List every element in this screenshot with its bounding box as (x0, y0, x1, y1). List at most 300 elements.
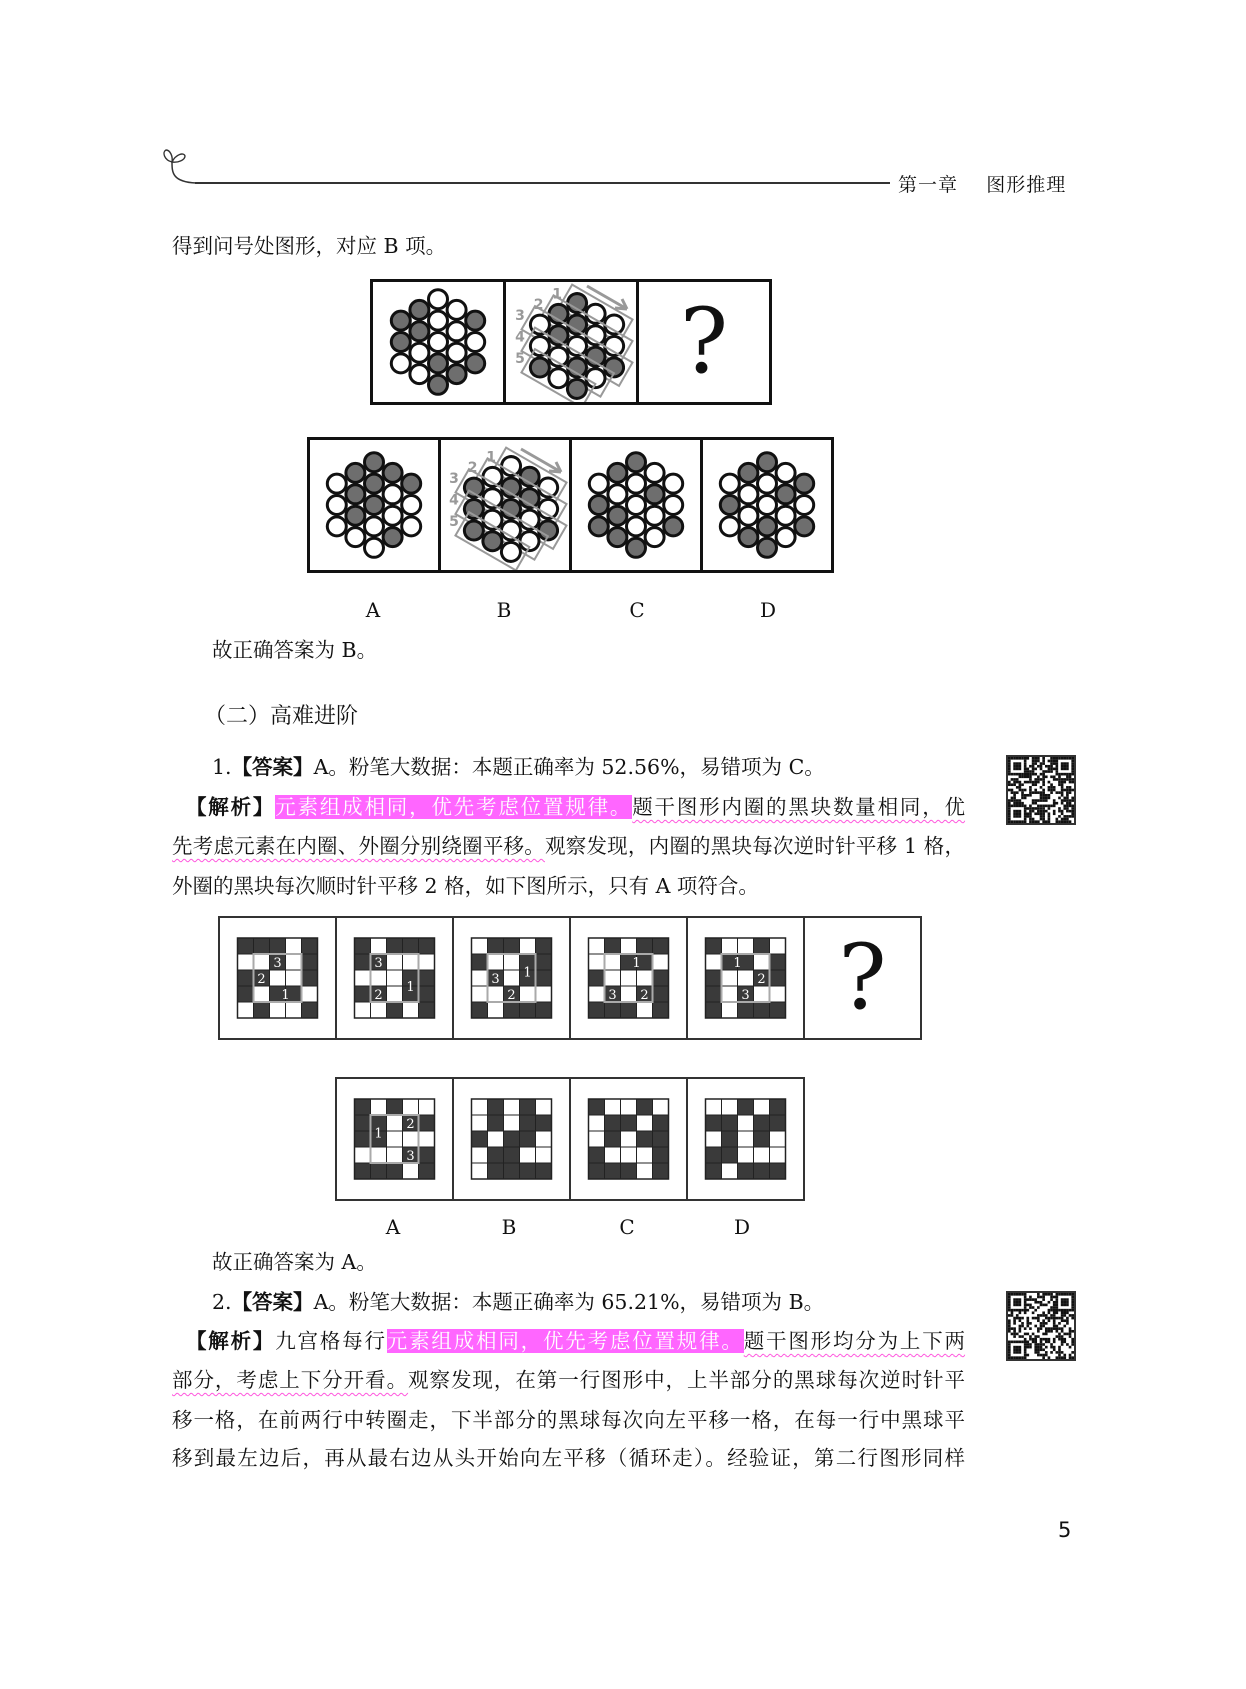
white-ball (739, 485, 758, 504)
cell-number-label: 1 (523, 965, 532, 981)
figure1-question-row (370, 279, 772, 405)
gray-ball (589, 496, 608, 515)
dark-cell (770, 1163, 786, 1179)
row-number-label: 2 (533, 297, 544, 314)
white-cell (472, 1163, 488, 1179)
gray-ball (346, 506, 365, 525)
cell-number-label: 3 (273, 956, 282, 971)
white-cell (403, 1163, 419, 1179)
dark-cell (472, 1131, 488, 1147)
white-cell (536, 1131, 552, 1147)
white-cell (355, 1147, 371, 1163)
white-ball (645, 506, 664, 525)
white-cell (488, 1131, 504, 1147)
white-cell (754, 1099, 770, 1115)
qr-code-icon[interactable] (1006, 1291, 1076, 1361)
dark-cell (605, 1002, 621, 1018)
white-cell (403, 954, 419, 970)
white-cell (286, 938, 302, 954)
white-cell (387, 1131, 403, 1147)
gray-ball (627, 538, 646, 557)
white-cell (387, 1115, 403, 1131)
dark-cell (605, 938, 621, 954)
dark-cell (770, 1002, 786, 1018)
bold-label: 【解析】 (186, 795, 276, 819)
header-rule (195, 182, 890, 184)
white-cell (738, 1131, 754, 1147)
white-cell (371, 1002, 387, 1018)
gray-ball (383, 528, 402, 547)
gray-ball (627, 453, 646, 472)
cell-number-label: 3 (374, 956, 383, 971)
white-cell (403, 1002, 419, 1018)
text-segment: 观察发现，内圈的黑块每次逆时针平移 1 格， (545, 834, 966, 858)
white-cell (419, 1099, 435, 1115)
dark-cell (621, 1163, 637, 1179)
chapter-number: 第一章 (898, 174, 959, 196)
cell-number-label: 1 (733, 956, 742, 971)
white-cell (589, 1115, 605, 1131)
analysis-line (172, 832, 965, 860)
white-cell (621, 1131, 637, 1147)
dark-cell (706, 1147, 722, 1163)
white-cell (520, 1147, 536, 1163)
white-cell (504, 1099, 520, 1115)
white-cell (472, 1147, 488, 1163)
gray-ball (466, 311, 485, 330)
figure2-question-row (218, 916, 922, 1040)
text-segment: A。粉笔大数据：本题正确率为 65.21%，易错项为 B。 (313, 1290, 825, 1314)
white-cell (387, 970, 403, 986)
option-label: A (365, 598, 381, 622)
gray-ball (664, 517, 683, 536)
option-label: A (385, 1215, 401, 1239)
dark-cell (371, 1163, 387, 1179)
dark-cell (504, 1002, 520, 1018)
white-cell (754, 954, 770, 970)
white-cell (722, 1099, 738, 1115)
white-cell (589, 986, 605, 1002)
white-cell (472, 938, 488, 954)
dark-cell (520, 1002, 536, 1018)
white-cell (387, 986, 403, 1002)
white-cell (770, 938, 786, 954)
white-ball (720, 517, 739, 536)
cell-number-label: 3 (406, 1149, 415, 1164)
dark-cell (520, 1115, 536, 1131)
white-cell (706, 1099, 722, 1115)
white-cell (254, 986, 270, 1002)
dark-cell (754, 1131, 770, 1147)
dark-cell (770, 1115, 786, 1131)
white-cell (722, 970, 738, 986)
dark-cell (770, 954, 786, 970)
chapter-header (898, 170, 1066, 197)
dark-cell (472, 1002, 488, 1018)
dark-cell (637, 1099, 653, 1115)
white-cell (605, 970, 621, 986)
dark-cell (706, 970, 722, 986)
white-cell (589, 954, 605, 970)
cell-number-label: 1 (374, 1126, 383, 1142)
white-cell (738, 938, 754, 954)
dark-cell (520, 1099, 536, 1115)
question-mark: ? (838, 925, 887, 1030)
dark-cell (387, 1002, 403, 1018)
question-figure (688, 918, 805, 1038)
dark-cell (637, 1131, 653, 1147)
option-figure (310, 440, 441, 570)
text-segment: 1. (212, 755, 232, 779)
gray-ball (383, 463, 402, 482)
white-cell (589, 938, 605, 954)
cell-number-label: 2 (406, 1117, 415, 1132)
row-number-label: 2 (467, 460, 478, 477)
dark-cell (589, 1002, 605, 1018)
white-cell (621, 986, 637, 1002)
option-figure (454, 1079, 571, 1199)
cell-number-label: 2 (257, 972, 266, 987)
white-cell (371, 1147, 387, 1163)
dark-cell (419, 938, 435, 954)
option-figure (703, 440, 831, 570)
question-figure (220, 918, 337, 1038)
option-label: B (501, 1215, 517, 1239)
dark-cell (754, 1163, 770, 1179)
white-ball (327, 517, 346, 536)
analysis-line (172, 872, 965, 900)
dark-cell (419, 1147, 435, 1163)
white-ball (402, 496, 421, 515)
white-cell (637, 1147, 653, 1163)
white-ball (627, 496, 646, 515)
dark-cell (238, 938, 254, 954)
cell-number-label: 1 (281, 988, 290, 1003)
white-ball (410, 365, 429, 384)
white-cell (738, 970, 754, 986)
white-ball (429, 333, 448, 352)
white-cell (722, 986, 738, 1002)
text-segment: 观察发现，在第一行图形中，上半部分的黑球每次逆时针平 (408, 1368, 966, 1392)
white-ball (447, 322, 466, 341)
dark-cell (387, 1163, 403, 1179)
white-cell (536, 986, 552, 1002)
white-ball (429, 290, 448, 309)
underlined-text: 部分，考虑上下分开看。 (172, 1368, 409, 1392)
dark-cell (637, 938, 653, 954)
white-cell (722, 938, 738, 954)
white-cell (722, 1002, 738, 1018)
white-cell (504, 1115, 520, 1131)
white-cell (653, 1099, 669, 1115)
dark-cell (536, 938, 552, 954)
white-cell (286, 970, 302, 986)
cell-number-label: 3 (608, 988, 617, 1003)
dark-cell (419, 1163, 435, 1179)
dark-cell (706, 1115, 722, 1131)
white-cell (387, 1147, 403, 1163)
option-figure (571, 1079, 688, 1199)
question-figure (506, 282, 639, 402)
white-cell (419, 954, 435, 970)
white-cell (504, 970, 520, 986)
white-cell (286, 1002, 302, 1018)
analysis-line (186, 1327, 965, 1355)
dark-cell (605, 1115, 621, 1131)
white-cell (621, 938, 637, 954)
dark-cell (302, 954, 318, 970)
dark-cell (621, 1002, 637, 1018)
white-cell (605, 1147, 621, 1163)
gray-ball (795, 517, 814, 536)
gray-ball (410, 300, 429, 319)
bold-label: 【答案】 (231, 755, 314, 779)
answer-line-1: 故正确答案为 B。 (212, 638, 378, 662)
bold-label: 【答案】 (231, 1290, 314, 1314)
dark-cell (355, 938, 371, 954)
intro-line: 得到问号处图形，对应 B 项。 (172, 234, 447, 258)
white-cell (637, 970, 653, 986)
white-cell (302, 986, 318, 1002)
dark-cell (706, 986, 722, 1002)
dark-cell (653, 1002, 669, 1018)
white-ball (589, 474, 608, 493)
option-figure (441, 440, 572, 570)
white-cell (355, 970, 371, 986)
gray-ball (466, 354, 485, 373)
analysis-line (172, 1406, 965, 1434)
underlined-text: 题干图形内圈的黑块数量相同，优 (632, 795, 966, 819)
dark-cell (536, 1163, 552, 1179)
white-ball (447, 343, 466, 362)
dark-cell (621, 1115, 637, 1131)
gray-ball (447, 365, 466, 384)
dark-cell (589, 1147, 605, 1163)
gray-ball (429, 354, 448, 373)
gray-ball (608, 463, 627, 482)
white-cell (238, 1002, 254, 1018)
gray-ball (608, 506, 627, 525)
dark-cell (419, 1002, 435, 1018)
white-cell (637, 1163, 653, 1179)
white-cell (621, 1147, 637, 1163)
white-cell (770, 986, 786, 1002)
dark-cell (536, 954, 552, 970)
white-cell (371, 1099, 387, 1115)
q1-answer-line (212, 753, 965, 781)
bold-label: 【解析】 (186, 1329, 276, 1353)
question-figure (373, 282, 506, 402)
dark-cell (419, 986, 435, 1002)
dark-cell (504, 1131, 520, 1147)
white-ball (739, 506, 758, 525)
underlined-text: 先考虑元素在内圈、外圈分别绕圈平移。 (172, 834, 545, 858)
gray-ball (410, 322, 429, 341)
text-segment: A。粉笔大数据：本题正确率为 52.56%，易错项为 C。 (313, 755, 825, 779)
white-cell (472, 1099, 488, 1115)
dark-cell (536, 1002, 552, 1018)
dark-cell (589, 1099, 605, 1115)
cell-number-label: 2 (374, 988, 383, 1003)
row-number-label: 1 (486, 449, 497, 466)
dark-cell (738, 1163, 754, 1179)
white-ball (327, 474, 346, 493)
cell-number-label: 1 (406, 980, 415, 995)
dark-cell (472, 954, 488, 970)
white-ball (758, 496, 777, 515)
white-ball (776, 528, 795, 547)
white-ball (608, 485, 627, 504)
dark-cell (589, 970, 605, 986)
qr-code-icon[interactable] (1006, 755, 1076, 825)
white-cell (738, 1147, 754, 1163)
dark-cell (653, 970, 669, 986)
white-ball (758, 474, 777, 493)
white-ball (645, 528, 664, 547)
white-cell (520, 938, 536, 954)
dark-cell (653, 938, 669, 954)
dark-cell (706, 1163, 722, 1179)
white-ball (365, 517, 384, 536)
white-ball (365, 538, 384, 557)
analysis-line (172, 1444, 965, 1472)
gray-ball (346, 463, 365, 482)
white-ball (391, 354, 410, 373)
dark-cell (302, 1002, 318, 1018)
white-cell (371, 970, 387, 986)
question-figure (454, 918, 571, 1038)
underlined-text: 题干图形均分为上下两 (743, 1329, 966, 1353)
white-ball (776, 463, 795, 482)
dark-cell (605, 1131, 621, 1147)
white-cell (472, 1115, 488, 1131)
white-cell (488, 1002, 504, 1018)
dark-cell (488, 1147, 504, 1163)
white-cell (770, 1147, 786, 1163)
gray-ball (758, 517, 777, 536)
white-ball (447, 300, 466, 319)
dark-cell (520, 1131, 536, 1147)
white-cell (621, 1099, 637, 1115)
white-cell (504, 954, 520, 970)
dark-cell (355, 1131, 371, 1147)
q2-answer-line (212, 1288, 965, 1316)
highlighted-text: 元素组成相同，优先考虑位置规律。 (275, 795, 633, 819)
gray-ball (608, 528, 627, 547)
dark-cell (254, 938, 270, 954)
dark-cell (520, 1163, 536, 1179)
white-cell (270, 1002, 286, 1018)
white-ball (327, 496, 346, 515)
white-ball (402, 517, 421, 536)
white-ball (776, 506, 795, 525)
dark-cell (504, 938, 520, 954)
white-ball (466, 333, 485, 352)
white-cell (254, 954, 270, 970)
gray-ball (795, 474, 814, 493)
white-cell (472, 970, 488, 986)
white-ball (627, 474, 646, 493)
dark-cell (738, 1002, 754, 1018)
text-segment: 2. (212, 1290, 232, 1314)
gray-ball (589, 517, 608, 536)
dark-cell (355, 954, 371, 970)
figure1-options-row (307, 437, 834, 573)
answer-line-2: 故正确答案为 A。 (212, 1250, 377, 1274)
dark-cell (488, 1099, 504, 1115)
row-number-label: 1 (552, 286, 563, 303)
dark-cell (504, 1147, 520, 1163)
white-cell (605, 954, 621, 970)
white-ball (627, 517, 646, 536)
white-cell (536, 1099, 552, 1115)
dark-cell (706, 938, 722, 954)
white-cell (589, 1131, 605, 1147)
dark-cell (653, 1115, 669, 1131)
dark-cell (754, 938, 770, 954)
white-cell (419, 1131, 435, 1147)
white-cell (754, 1147, 770, 1163)
white-cell (355, 1002, 371, 1018)
white-cell (770, 1131, 786, 1147)
option-label: D (733, 1215, 751, 1239)
row-number-label: 5 (449, 513, 459, 530)
figure2-options-row (335, 1077, 805, 1201)
row-number-label: 3 (449, 470, 459, 487)
section-title: （二）高难进阶 (204, 704, 359, 729)
text-segment: 外圈的黑块每次顺时针平移 2 格，如下图所示，只有 A 项符合。 (172, 874, 759, 898)
white-cell (371, 938, 387, 954)
dark-cell (504, 1163, 520, 1179)
dark-cell (488, 938, 504, 954)
dark-cell (738, 1099, 754, 1115)
gray-ball (758, 453, 777, 472)
white-ball (664, 496, 683, 515)
white-cell (637, 1002, 653, 1018)
dark-cell (302, 938, 318, 954)
white-cell (653, 954, 669, 970)
dark-cell (355, 1163, 371, 1179)
dark-cell (653, 1163, 669, 1179)
dark-cell (488, 1163, 504, 1179)
dark-cell (754, 1002, 770, 1018)
white-cell (536, 1147, 552, 1163)
white-ball (795, 496, 814, 515)
row-number-label: 4 (515, 329, 525, 346)
row-number-label: 5 (515, 350, 525, 367)
option-label: C (619, 1215, 635, 1239)
option-label: C (629, 598, 645, 622)
dark-cell (403, 938, 419, 954)
cell-number-label: 2 (640, 988, 649, 1003)
chapter-title: 图形推理 (986, 174, 1067, 196)
gray-ball (720, 496, 739, 515)
white-cell (387, 954, 403, 970)
white-cell (403, 1099, 419, 1115)
dark-cell (238, 986, 254, 1002)
dark-cell (387, 1099, 403, 1115)
white-cell (637, 1115, 653, 1131)
text-segment: 移一格，在前两行中转圈走，下半部分的黑球每次向左平移一格，在每一行中黑球平 (172, 1408, 965, 1432)
white-cell (238, 954, 254, 970)
dark-cell (419, 1115, 435, 1131)
dark-cell (653, 986, 669, 1002)
white-cell (488, 986, 504, 1002)
gray-ball (365, 474, 384, 493)
dark-cell (355, 986, 371, 1002)
white-cell (706, 954, 722, 970)
white-ball (429, 311, 448, 330)
